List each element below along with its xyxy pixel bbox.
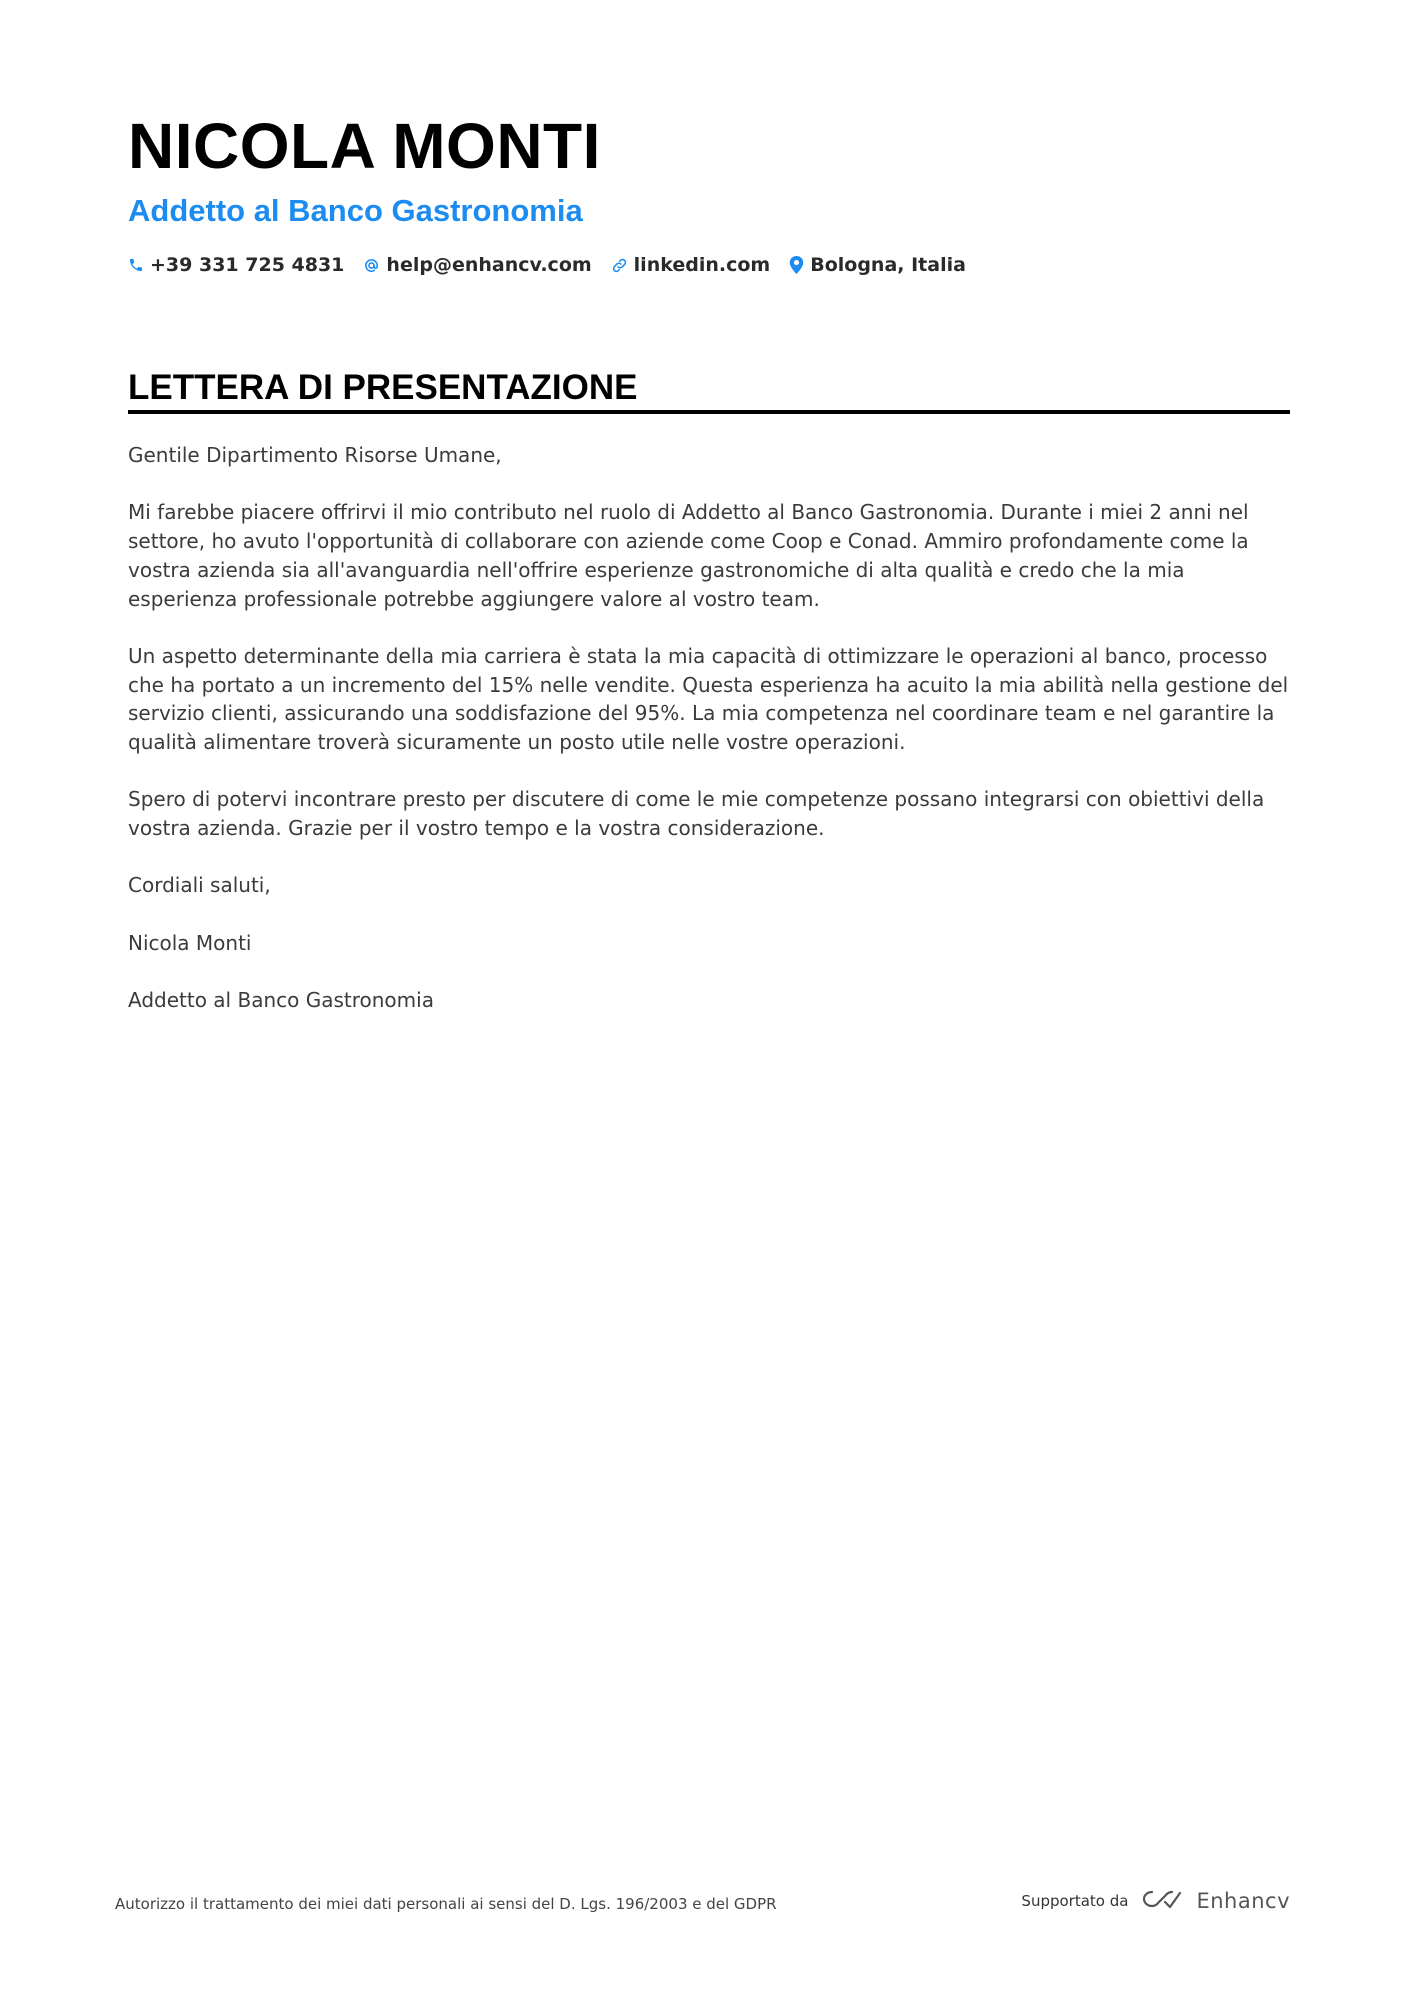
letter-paragraph: Spero di potervi incontrare presto per discutere di come le mie competenze possano integrarsi con obiettivi della vostra azienda. Grazie per il vostro tempo e la vostra considerazione. (128, 787, 1265, 841)
powered-by[interactable] (1021, 1886, 1290, 1916)
brand-name: Enhancv (1196, 1889, 1290, 1913)
letter-paragraph: Mi farebbe piacere offrirvi il mio contributo nel ruolo di Addetto al Banco Gastronomia. Durante i miei 2 anni nel settore, ho avuto l'opportunità di collaborare con aziende come Coop e Conad. Ammiro profondamente come la vostra azienda sia all'avanguardia nell'offrire esperienze gastronomiche di alta qualità e credo che la mia esperienza professionale potrebbe aggiungere valore al vostro team. (128, 500, 1249, 611)
powered-by-label: Supportato da (1021, 1892, 1129, 1910)
contact-bar (128, 254, 966, 276)
contact-linkedin[interactable] (611, 254, 771, 276)
at-icon (363, 257, 380, 274)
letter-body (128, 441, 1293, 1044)
privacy-note: Autorizzo il trattamento dei miei dati personali ai sensi del D. Lgs. 196/2003 e del GDPR (115, 1895, 777, 1913)
link-icon (611, 257, 628, 274)
section-divider (128, 410, 1290, 414)
signature-title: Addetto al Banco Gastronomia (128, 988, 434, 1013)
contact-location (789, 254, 966, 276)
contact-linkedin-text: linkedin.com (633, 254, 771, 276)
section-title: LETTERA DI PRESENTAZIONE (128, 368, 638, 407)
enhancv-logo-icon (1138, 1886, 1186, 1916)
signature-name: Nicola Monti (128, 930, 252, 955)
contact-email[interactable] (363, 254, 591, 276)
phone-icon (128, 257, 144, 273)
job-title: Addetto al Banco Gastronomia (128, 193, 583, 228)
location-pin-icon (789, 256, 804, 274)
letter-closing: Cordiali saluti, (128, 873, 271, 898)
letter-paragraph: Un aspetto determinante della mia carriera è stata la mia capacità di ottimizzare le operazioni al banco, processo che ha portato a un incremento del 15% nelle vendite. Questa esperienza ha acuito la mia abilità nella gestione del servizio clienti, assicurando una soddisfazione del 95%. La mia competenza nel coordinare team e nel garantire la qualità alimentare troverà sicuramente un posto utile nelle vostre operazioni. (128, 643, 1289, 754)
candidate-name: NICOLA MONTI (128, 110, 601, 182)
contact-phone-text: +39 331 725 4831 (150, 254, 345, 276)
contact-email-text: help@enhancv.com (386, 254, 592, 276)
contact-location-text: Bologna, Italia (810, 254, 966, 276)
contact-phone[interactable] (128, 254, 344, 276)
letter-greeting: Gentile Dipartimento Risorse Umane, (128, 443, 502, 467)
